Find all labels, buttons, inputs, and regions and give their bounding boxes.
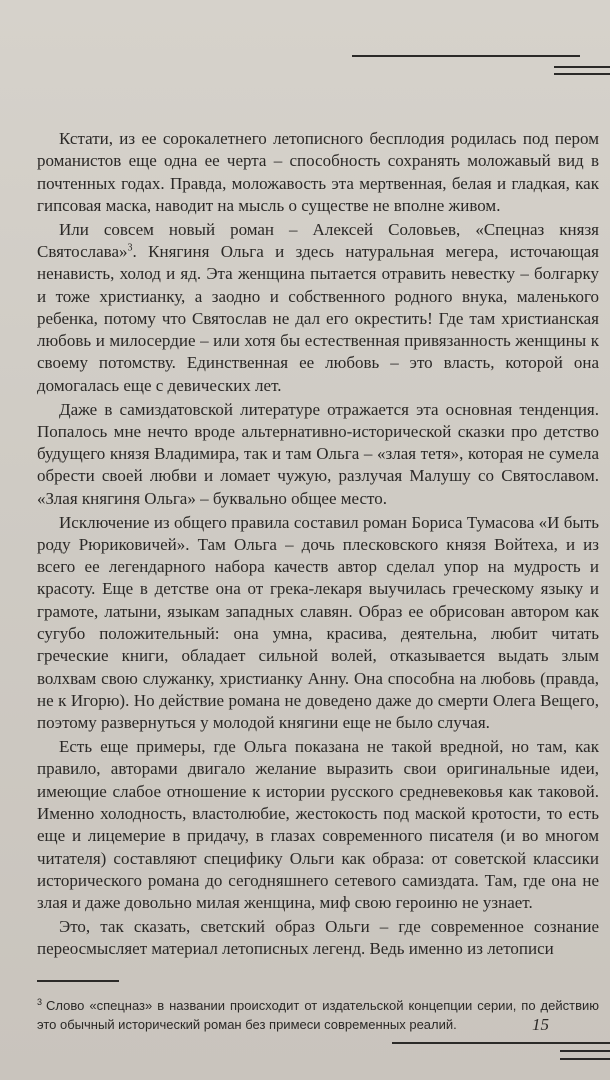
paragraph-6: Это, так сказать, светский образ Ольги – где современное сознание переосмысляет материал летописных легенд. Ведь именно из летописи	[37, 916, 599, 959]
header-rule	[352, 55, 580, 57]
footnote	[37, 996, 599, 1034]
footnote-marker: 3	[37, 996, 43, 1007]
footnote-text: Слово «спецназ» в названии происходит от издательской концепции серии, по действию это обычный исторический роман без примеси современных реалий.	[37, 998, 599, 1032]
paragraph-2-start: Или совсем новый роман – Алексей Соловьев, «Спецназ князя Святослава»	[37, 219, 599, 261]
header-rule-double-1	[554, 66, 610, 68]
footnote-ref: 3	[127, 242, 133, 254]
header-rule-double-2	[554, 73, 610, 75]
paragraph-2	[37, 219, 599, 397]
paragraph-4: Исключение из общего правила составил роман Бориса Тумасова «И быть роду Рюриковичей». Там Ольга – дочь плесковского князя Войтеха, и из всего ее легендарного набора качеств автор сделал упор на мудрость и красоту. Еще в детстве она от грека-лекаря выучилась греческому языку и грамоте, латыни, языкам западных славян. Образ ее обрисован автором как сугубо положительный: она умна, красива, деятельна, любит читать греческие книги, обладает сильной волей, отказывается выдать злым волхвам свою служанку, христианку Анну. Она способна на любовь (правда, не к Игорю). Но действие романа не доведено даже до смерти Олега Вещего, поэтому развернуться у молодой княгини еще не было случая.	[37, 512, 599, 733]
footer-rule-double-1	[560, 1050, 610, 1052]
page-number: 15	[532, 1015, 549, 1034]
body-text	[37, 128, 599, 962]
footnote-separator	[37, 980, 119, 982]
paragraph-1: Кстати, из ее сорокалетнего летописного бесплодия родилась под пером романистов еще одна ее черта – способность сохранять моложавый вид в почтенных годах. Правда, моложавость эта мертвенная, белая и гладкая, как гипсовая маска, наводит на мысль о существе не вполне живом.	[37, 129, 599, 215]
paragraph-3: Даже в самиздатовской литературе отражается эта основная тенденция. Попалось мне нечто вроде альтернативно-исторической сказки про детство будущего князя Владимира, так и там Ольга – «злая тетя», которая не сумела обрести своей любви и ломает чужую, разлучая Малушу со Святославом. «Злая княгиня Ольга» – буквально общее место.	[37, 399, 599, 508]
paragraph-2-end: . Княгиня Ольга и здесь натуральная мегера, источающая ненависть, холод и яд. Эта женщина пытается отравить невестку – болгарку и тоже христианку, а заодно и собственного родного внука, маленького ребенка, потому что Святослав не дал его окрестить! Где там христианская любовь и милосердие – или хотя бы естественная привязанность женщины к своему потомству. Единственная ее любовь – это власть, которой она домогалась еще с девических лет.	[37, 241, 599, 395]
footer-rule	[392, 1042, 610, 1044]
footer-rule-double-2	[560, 1058, 610, 1060]
paragraph-5: Есть еще примеры, где Ольга показана не такой вредной, но там, как правило, авторами двигало желание выразить свои оригинальные идеи, имеющие слабое отношение к истории русского средневековья как таковой. Именно холодность, властолюбие, жестокость под маской кротости, то есть еще и лицемерие в придачу, в глазах современного писателя (и во многом читателя) составляют специфику Ольги как образа: от советской классики исторического романа до сегодняшнего сетевого самиздата. Там, где она не злая и даже довольно милая женщина, миф свою героиню не узнает.	[37, 737, 599, 913]
